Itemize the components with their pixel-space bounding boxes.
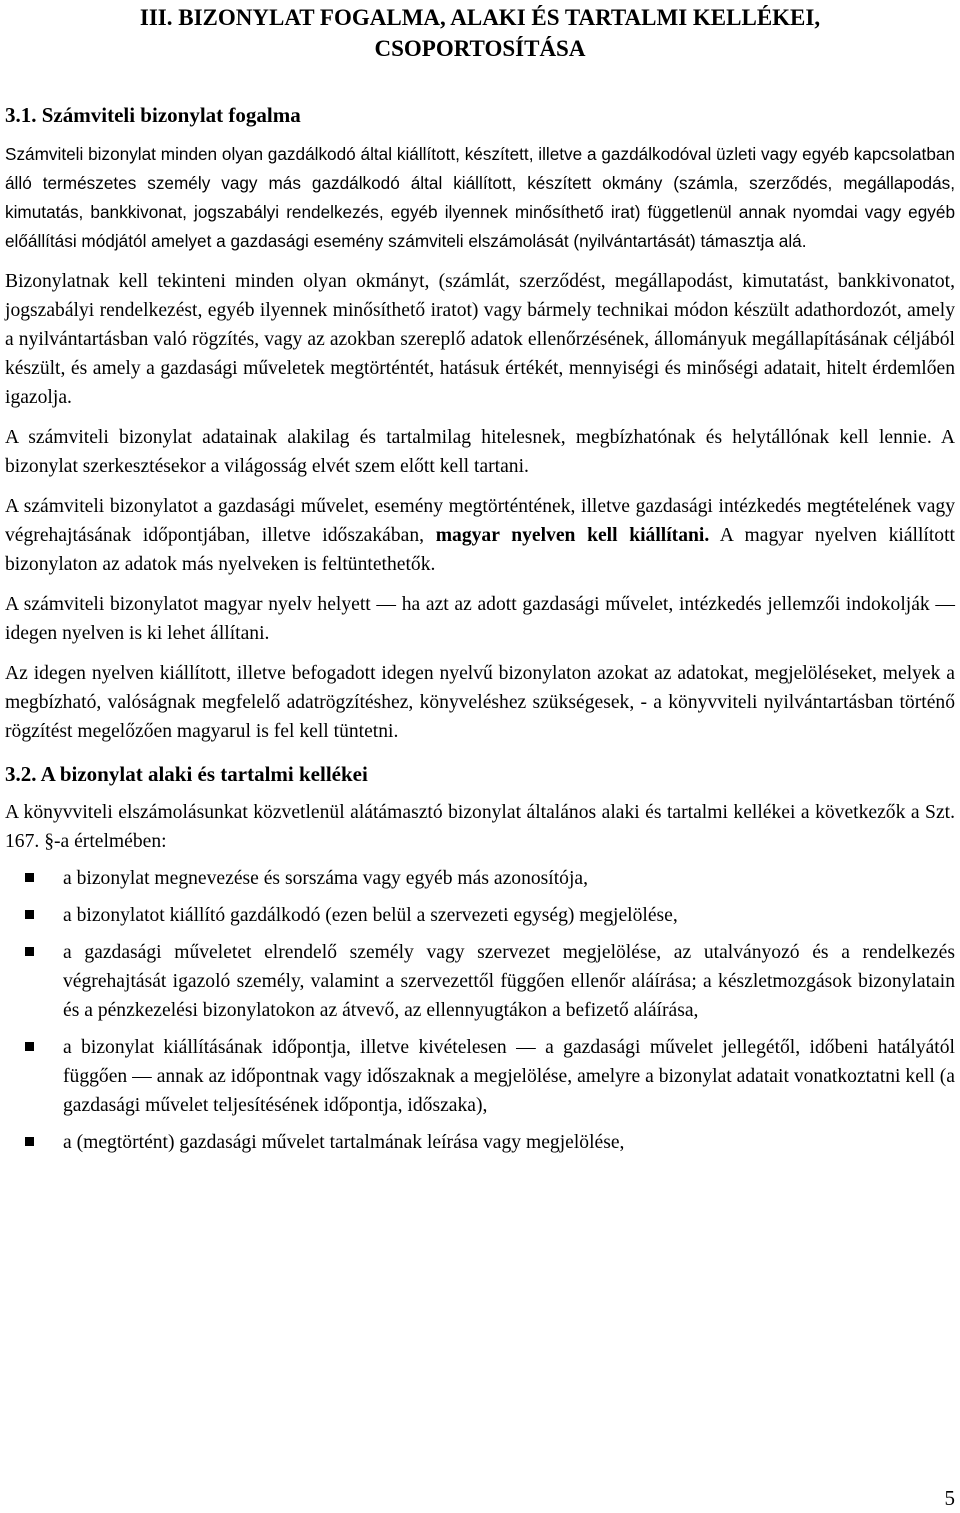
list-item bbox=[5, 1128, 955, 1157]
list-item-text: a bizonylatot kiállító gazdálkodó (ezen belül a szervezeti egység) megjelölése, bbox=[63, 905, 678, 926]
paragraph-authenticity: A számviteli bizonylat adatainak alakilag és tartalmilag hitelesnek, megbízhatónak és helytállónak kell lennie. A bizonylat szerkesztésekor a világosság elvét szem előtt kell tartani. bbox=[5, 427, 955, 477]
language-text-start: A számviteli bizonylatot a gazdasági művelet, esemény megtörténtének, illetve gazdasági intézkedés megtételének vagy végrehajtásának időpontjában, illetve időszakában, bbox=[5, 496, 955, 546]
section-heading-3-2: 3.2. A bizonylat alaki és tartalmi kellékei bbox=[5, 762, 368, 786]
page-number: 5 bbox=[944, 1486, 955, 1510]
language-bold-phrase: magyar nyelven kell kiállítani. bbox=[435, 525, 710, 546]
square-bullet-icon bbox=[25, 910, 34, 919]
square-bullet-icon bbox=[25, 1042, 34, 1051]
list-item-text: a bizonylat megnevezése és sorszáma vagy egyéb más azonosítója, bbox=[63, 868, 589, 889]
chapter-title-line2: CSOPORTOSÍTÁSA bbox=[374, 36, 586, 61]
paragraph-language-requirement bbox=[5, 492, 955, 579]
list-item-text: a bizonylat kiállításának időpontja, illetve kivételesen — a gazdasági művelet jellegétől, időbeni hatályától függően — annak az időpontnak vagy időszaknak a megjelölése, amelyre a bizonylat adatait vonatkoztatni kell (a gazdasági művelet teljesítésének időpontja, időszaka), bbox=[63, 1037, 955, 1116]
chapter-title bbox=[5, 0, 955, 64]
square-bullet-icon bbox=[25, 873, 34, 882]
square-bullet-icon bbox=[25, 1137, 34, 1146]
square-bullet-icon bbox=[25, 947, 34, 956]
paragraph-requirements-intro: A könyvviteli elszámolásunkat közvetlenül alátámasztó bizonylat általános alaki és tartalmi kellékei a következők a Szt. 167. §-a értelmében: bbox=[5, 802, 955, 852]
document-page bbox=[5, 0, 955, 1157]
paragraph-foreign-language: A számviteli bizonylatot magyar nyelv helyett — ha azt az adott gazdasági művelet, intézkedés jellemzői indokolják — idegen nyelven is ki lehet állítani. bbox=[5, 594, 955, 644]
section-heading-3-1: 3.1. Számviteli bizonylat fogalma bbox=[5, 103, 301, 127]
list-item-text: a gazdasági műveletet elrendelő személy vagy szervezet megjelölése, az utalványozó és a rendelkezés végrehajtását igazoló személy, valamint a szervezettől függően ellenőr aláírása; a készletmozgások bizonylatain és a pénzkezelési bizonylatokon az átvevő, az ellennyugtákon a befizető aláírása, bbox=[63, 942, 955, 1021]
list-item-text: a (megtörtént) gazdasági művelet tartalmának leírása vagy megjelölése, bbox=[63, 1132, 625, 1153]
list-item bbox=[5, 1033, 955, 1120]
chapter-title-line1: III. BIZONYLAT FOGALMA, ALAKI ÉS TARTALMI KELLÉKEI, bbox=[139, 5, 821, 30]
paragraph-definition: Számviteli bizonylat minden olyan gazdálkodó által kiállított, készített, illetve a gazdálkodóval üzleti vagy egyéb kapcsolatban álló természetes személy vagy más gazdálkodó által kiállított, készített okmány (számla, szerződés, megállapodás, kimutatás, bankkivonat, jogszabályi rendelkezés, egyéb ilyennek minősíthető irat) függetlenül annak nyomdai vagy egyéb előállítási módjától amelyet a gazdasági esemény számviteli elszámolását (nyilvántartását) támasztja alá. bbox=[5, 144, 955, 251]
language-text-end: A magyar nyelven kiállított bizonylaton az adatok más nyelveken is feltüntethetők. bbox=[5, 525, 955, 575]
paragraph-foreign-data: Az idegen nyelven kiállított, illetve befogadott idegen nyelvű bizonylaton azokat az adatokat, megjelöléseket, melyek a megbízható, valóságnak megfelelő adatrögzítéshez, könyveléshez szükségesek, - a könyvviteli nyilvántartásban történő rögzítést megelőzően magyarul is fel kell tüntetni. bbox=[5, 663, 955, 742]
requirements-list bbox=[5, 864, 955, 1157]
list-item bbox=[5, 864, 955, 893]
paragraph-document-scope: Bizonylatnak kell tekinteni minden olyan okmányt, (számlát, szerződést, megállapodást, kimutatást, bankkivonatot, jogszabályi rendelkezést, egyéb ilyennek minősíthető iratot) vagy bármely technikai módon készült adathordozót, amely a nyilvántartásban való rögzítés, vagy az azokban szereplő adatok ellenőrzésének, állományuk megállapításának céljából készült, és amely a gazdasági műveletek megtörténtét, hatásuk értékét, mennyiségi és minőségi adatait, hitelt érdemlően igazolja. bbox=[5, 271, 955, 408]
list-item bbox=[5, 901, 955, 930]
list-item bbox=[5, 938, 955, 1025]
